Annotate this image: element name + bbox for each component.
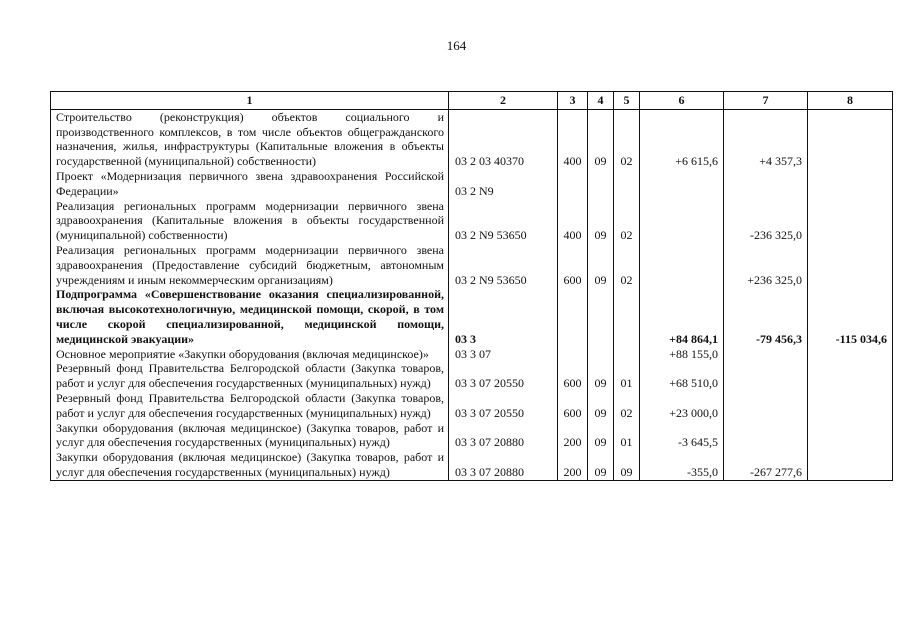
row-col6: +68 510,0 bbox=[640, 361, 724, 391]
row-code: 03 2 03 40370 bbox=[449, 109, 558, 169]
row-code: 03 3 07 20880 bbox=[449, 450, 558, 480]
row-col8 bbox=[808, 361, 893, 391]
table-row bbox=[51, 243, 893, 287]
row-description: Проект «Модернизация первичного звена здравоохранения Российской Федерации» bbox=[51, 169, 449, 199]
row-col4: 09 bbox=[588, 243, 614, 287]
row-col4 bbox=[588, 287, 614, 346]
row-description: Резервный фонд Правительства Белгородской области (Закупка товаров, работ и услуг для обеспечения государственных (муниципальных) нужд) bbox=[51, 361, 449, 391]
row-col5: 09 bbox=[614, 450, 640, 480]
row-col8 bbox=[808, 347, 893, 362]
row-col6: +88 155,0 bbox=[640, 347, 724, 362]
row-col6 bbox=[640, 169, 724, 199]
table-row bbox=[51, 109, 893, 169]
row-col5 bbox=[614, 287, 640, 346]
row-col7: -79 456,3 bbox=[724, 287, 808, 346]
row-description: Закупки оборудования (включая медицинское) (Закупка товаров, работ и услуг для обеспечения государственных (муниципальных) нужд) bbox=[51, 421, 449, 451]
row-col3 bbox=[558, 287, 588, 346]
row-col3: 600 bbox=[558, 243, 588, 287]
row-description: Реализация региональных программ модернизации первичного звена здравоохранения (Предоставление субсидий бюджетным, автономным учреждениям и иным некоммерческим организациям) bbox=[51, 243, 449, 287]
row-col6: +84 864,1 bbox=[640, 287, 724, 346]
row-col8 bbox=[808, 109, 893, 169]
row-col6: +6 615,6 bbox=[640, 109, 724, 169]
row-col7 bbox=[724, 361, 808, 391]
row-description: Строительство (реконструкция) объектов социального и производственного комплексов, в том числе объектов общегражданского назначения, жилья, инфраструктуры (Капитальные вложения в объекты государственной (муниципальной) собственности) bbox=[51, 109, 449, 169]
column-header: 8 bbox=[808, 92, 893, 110]
table-body bbox=[51, 109, 893, 480]
row-col6: +23 000,0 bbox=[640, 391, 724, 421]
row-col7: -267 277,6 bbox=[724, 450, 808, 480]
row-col7: +4 357,3 bbox=[724, 109, 808, 169]
row-col4: 09 bbox=[588, 109, 614, 169]
row-col4: 09 bbox=[588, 450, 614, 480]
table-header-row bbox=[51, 92, 893, 110]
column-header: 2 bbox=[449, 92, 558, 110]
column-header: 4 bbox=[588, 92, 614, 110]
row-col4: 09 bbox=[588, 391, 614, 421]
row-col7: -236 325,0 bbox=[724, 199, 808, 243]
row-col3 bbox=[558, 169, 588, 199]
row-col4 bbox=[588, 169, 614, 199]
row-col4 bbox=[588, 347, 614, 362]
row-col3: 200 bbox=[558, 421, 588, 451]
page-number: 164 bbox=[446, 38, 467, 53]
row-col8 bbox=[808, 243, 893, 287]
row-col3 bbox=[558, 347, 588, 362]
row-col5: 01 bbox=[614, 421, 640, 451]
row-code: 03 2 N9 bbox=[449, 169, 558, 199]
row-code: 03 2 N9 53650 bbox=[449, 199, 558, 243]
row-col3: 600 bbox=[558, 391, 588, 421]
row-col5: 02 bbox=[614, 109, 640, 169]
row-col3: 200 bbox=[558, 450, 588, 480]
row-col5 bbox=[614, 347, 640, 362]
row-code: 03 3 07 20880 bbox=[449, 421, 558, 451]
row-description: Основное мероприятие «Закупки оборудования (включая медицинское)» bbox=[51, 347, 449, 362]
row-col6: -3 645,5 bbox=[640, 421, 724, 451]
row-col8 bbox=[808, 450, 893, 480]
row-col5: 02 bbox=[614, 391, 640, 421]
column-header: 7 bbox=[724, 92, 808, 110]
row-col8: -115 034,6 bbox=[808, 287, 893, 346]
row-col5: 02 bbox=[614, 243, 640, 287]
table-row bbox=[51, 287, 893, 346]
table-row bbox=[51, 347, 893, 362]
row-col5: 02 bbox=[614, 199, 640, 243]
row-col6 bbox=[640, 243, 724, 287]
row-col7: +236 325,0 bbox=[724, 243, 808, 287]
row-col4: 09 bbox=[588, 199, 614, 243]
row-col3: 400 bbox=[558, 109, 588, 169]
row-code: 03 3 07 bbox=[449, 347, 558, 362]
row-col7 bbox=[724, 347, 808, 362]
column-header: 6 bbox=[640, 92, 724, 110]
row-code: 03 3 bbox=[449, 287, 558, 346]
table-row bbox=[51, 361, 893, 391]
row-col4: 09 bbox=[588, 421, 614, 451]
row-col8 bbox=[808, 199, 893, 243]
row-description: Закупки оборудования (включая медицинское) (Закупка товаров, работ и услуг для обеспечения государственных (муниципальных) нужд) bbox=[51, 450, 449, 480]
table-row bbox=[51, 199, 893, 243]
column-header: 5 bbox=[614, 92, 640, 110]
row-code: 03 3 07 20550 bbox=[449, 391, 558, 421]
row-code: 03 2 N9 53650 bbox=[449, 243, 558, 287]
row-col3: 400 bbox=[558, 199, 588, 243]
row-col7 bbox=[724, 391, 808, 421]
table-row bbox=[51, 391, 893, 421]
row-col7 bbox=[724, 421, 808, 451]
table-row bbox=[51, 169, 893, 199]
row-col8 bbox=[808, 391, 893, 421]
row-col5: 01 bbox=[614, 361, 640, 391]
row-col8 bbox=[808, 421, 893, 451]
table-row bbox=[51, 421, 893, 451]
row-col6: -355,0 bbox=[640, 450, 724, 480]
table-row bbox=[51, 450, 893, 480]
row-col6 bbox=[640, 199, 724, 243]
budget-table bbox=[50, 91, 893, 481]
column-header: 1 bbox=[51, 92, 449, 110]
row-col8 bbox=[808, 169, 893, 199]
row-col5 bbox=[614, 169, 640, 199]
row-code: 03 3 07 20550 bbox=[449, 361, 558, 391]
row-description: Подпрограмма «Совершенствование оказания специализированной, включая высокотехнологичную, медицинской помощи, скорой, в том числе скорой специализированной, медицинской помощи, медицинской эвакуации» bbox=[51, 287, 449, 346]
row-col7 bbox=[724, 169, 808, 199]
row-description: Резервный фонд Правительства Белгородской области (Закупка товаров, работ и услуг для обеспечения государственных (муниципальных) нужд) bbox=[51, 391, 449, 421]
row-col4: 09 bbox=[588, 361, 614, 391]
row-description: Реализация региональных программ модернизации первичного звена здравоохранения (Капитальные вложения в объекты государственной (муниципальной) собственности) bbox=[51, 199, 449, 243]
column-header: 3 bbox=[558, 92, 588, 110]
row-col3: 600 bbox=[558, 361, 588, 391]
